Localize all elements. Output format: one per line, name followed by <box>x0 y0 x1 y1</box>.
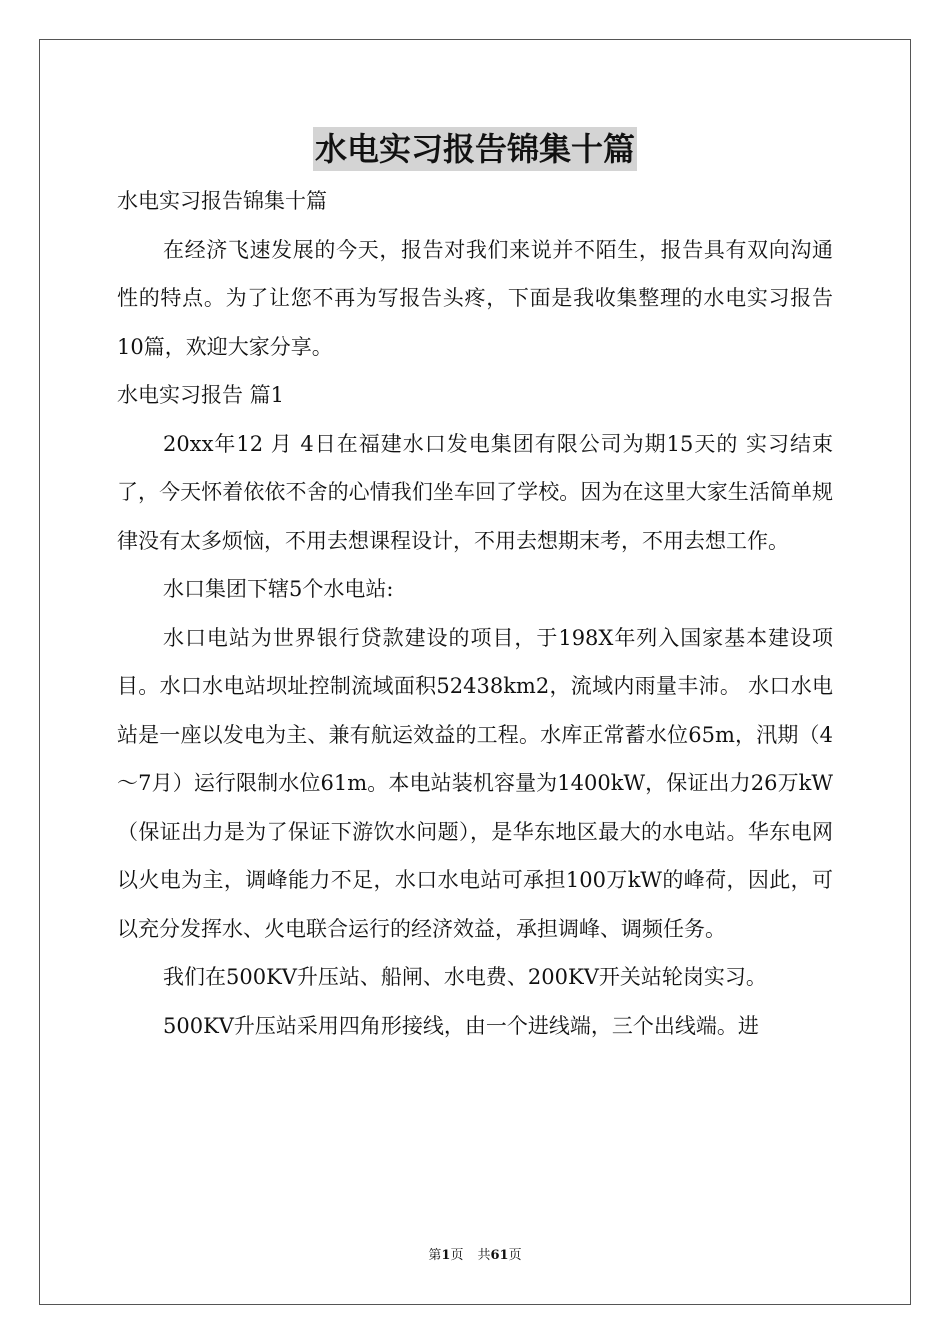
page-total: 61 <box>490 1248 509 1263</box>
document-title: 水电实习报告锦集十篇 <box>313 127 637 171</box>
body-paragraph: 500KV升压站采用四角形接线，由一个进线端，三个出线端。进 <box>163 1013 759 1038</box>
document-body <box>117 177 833 1050</box>
page-footer <box>0 1247 950 1265</box>
body-paragraph: 水电实习报告锦集十篇 <box>117 189 327 213</box>
title-container <box>0 127 950 171</box>
section-heading: 水电实习报告 篇1 <box>117 383 285 407</box>
body-paragraph: 在经济飞速发展的今天，报告对我们来说并不陌生，报告具有双向沟通性的特点。为了让您不再为写报告头疼，下面是我收集整理的水电实习报告10篇，欢迎大家分享。 <box>117 237 833 359</box>
body-paragraph: 水口集团下辖5个水电站: <box>163 577 394 601</box>
body-paragraph: 水口电站为世界银行贷款建设的项目，于198X年列入国家基本建设项目。水口水电站坝址控制流域面积52438km2，流域内雨量丰沛。 水口水电站是一座以发电为主、兼有航运效益的工程。水库正常蓄水位65m，汛期（4～7月）运行限制水位61m。本电站装机容量为1400kW，保证出力26万kW（保证出力是为了保证下游饮水问题），是华东地区最大的水电站。华东电网以火电为主，调峰能力不足，水口水电站可承担100万kW的峰荷，因此，可以充分发挥水、火电联合运行的经济效益，承担调峰、调频任务。 <box>117 625 833 941</box>
page-suffix: 页 <box>450 1248 464 1263</box>
page-current: 1 <box>441 1248 451 1263</box>
body-paragraph: 20xx年12 月 4日在福建水口发电集团有限公司为期15天的 实习结束了，今天怀着依依不舍的心情我们坐车回了学校。因为在这里大家生活简单规律没有太多烦恼，不用去想课程设计，不用去想期末考，不用去想工作。 <box>117 431 833 553</box>
total-suffix: 页 <box>508 1248 522 1263</box>
body-paragraph: 我们在500KV升压站、船闸、水电费、200KV开关站轮岗实习。 <box>163 965 767 989</box>
page-prefix: 第 <box>428 1248 442 1263</box>
total-prefix: 共 <box>477 1248 491 1263</box>
